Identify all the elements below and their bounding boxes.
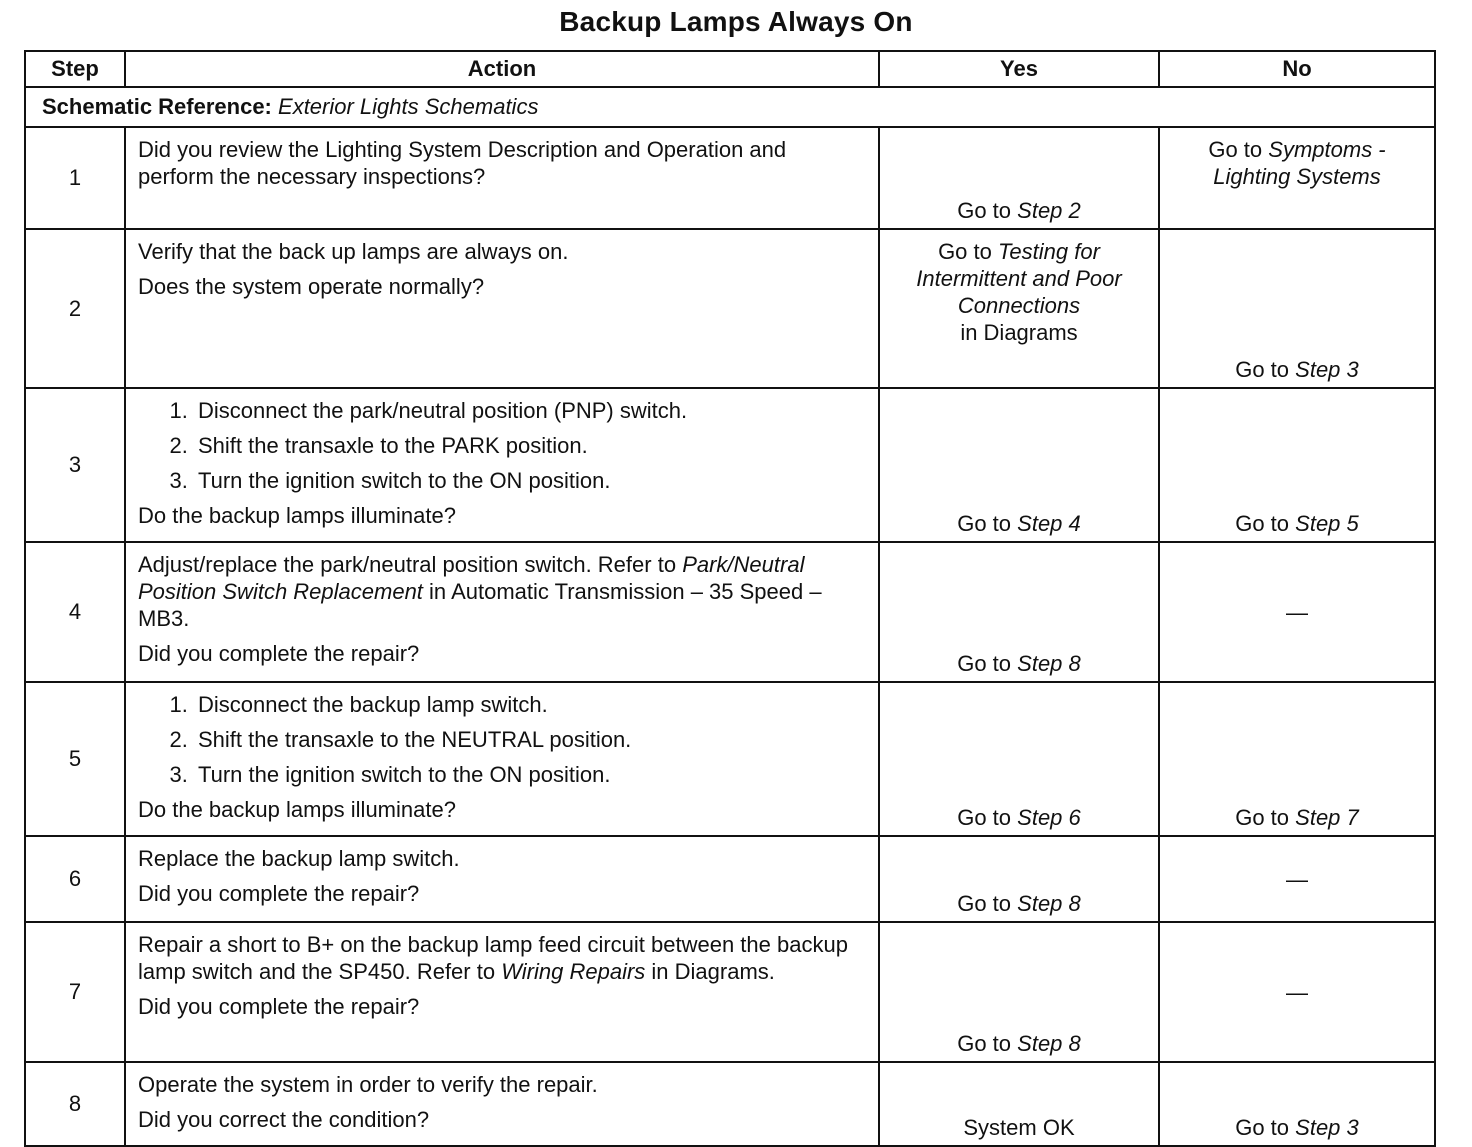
step-number: 6 (25, 836, 125, 922)
table-row (25, 1062, 1435, 1146)
table-row (25, 542, 1435, 682)
no-cell (1159, 836, 1435, 922)
action-cell (125, 682, 879, 836)
table-row (25, 127, 1435, 229)
action-list (138, 691, 868, 788)
diagnostic-table (24, 50, 1436, 1147)
step-number: 8 (25, 1062, 125, 1146)
step-number: 2 (25, 229, 125, 388)
yes-cell (879, 1062, 1159, 1146)
no-cell (1159, 388, 1435, 542)
action-text-end: in Automatic Transmission – 35 Speed – MB3. (138, 579, 822, 631)
no-cell (1159, 682, 1435, 836)
action-list-item: 3. Turn the ignition switch to the ON position. (194, 761, 868, 788)
action-list-item: 3. Turn the ignition switch to the ON position. (194, 467, 868, 494)
no-dash: — (1286, 979, 1308, 1005)
action-question: Does the system operate normally? (138, 274, 485, 299)
action-text-start: Repair a short to B+ on the backup lamp feed circuit between the backup lamp switch and the SP450. Refer to (138, 932, 848, 984)
action-reference-link[interactable]: Wiring Repairs (501, 959, 646, 984)
yes-link[interactable]: Step 4 (1017, 511, 1081, 536)
step-number: 3 (25, 388, 125, 542)
action-cell (125, 388, 879, 542)
yes-cell (879, 836, 1159, 922)
yes-result: System OK (963, 1115, 1075, 1140)
action-text (138, 931, 868, 985)
page-title: Backup Lamps Always On (559, 6, 913, 37)
header-step: Step (25, 51, 125, 87)
no-link[interactable]: Step 3 (1295, 1115, 1359, 1140)
action-text: Verify that the back up lamps are always on. (138, 239, 569, 264)
no-prefix: Go to (1235, 357, 1290, 382)
yes-cell (879, 229, 1159, 388)
action-text-end: in Diagrams. (651, 959, 775, 984)
schematic-reference-link[interactable]: Exterior Lights Schematics (278, 94, 539, 119)
action-question: Did you complete the repair? (138, 641, 420, 666)
yes-link[interactable]: Step 2 (1017, 198, 1081, 223)
no-link[interactable]: Step 5 (1295, 511, 1359, 536)
no-prefix: Go to (1235, 1115, 1290, 1140)
action-reference-link[interactable]: Park/Neutral Position Switch Replacement (138, 552, 805, 604)
table-row (25, 922, 1435, 1062)
header-yes: Yes (879, 51, 1159, 87)
no-link[interactable]: Symptoms - Lighting Systems (1213, 137, 1386, 189)
yes-link[interactable]: Step 8 (1017, 651, 1081, 676)
no-prefix: Go to (1235, 805, 1290, 830)
header-no: No (1159, 51, 1435, 87)
yes-prefix: Go to (957, 891, 1012, 916)
step-number: 1 (25, 127, 125, 229)
yes-link[interactable]: Step 6 (1017, 805, 1081, 830)
action-text-start: Adjust/replace the park/neutral position switch. Refer to (138, 552, 677, 577)
table-row (25, 682, 1435, 836)
yes-prefix: Go to (957, 805, 1012, 830)
yes-link[interactable]: Step 8 (1017, 891, 1081, 916)
yes-prefix: Go to (957, 511, 1012, 536)
no-dash: — (1286, 866, 1308, 892)
yes-suffix: in Diagrams (960, 320, 1078, 345)
yes-cell (879, 682, 1159, 836)
action-list (138, 397, 868, 494)
yes-cell (879, 388, 1159, 542)
yes-prefix: Go to (957, 651, 1012, 676)
yes-cell (879, 542, 1159, 682)
action-text: Did you review the Lighting System Description and Operation and perform the necessary inspections? (138, 137, 787, 189)
action-cell (125, 836, 879, 922)
table-row (25, 388, 1435, 542)
no-link[interactable]: Step 3 (1295, 357, 1359, 382)
yes-cell (879, 127, 1159, 229)
yes-prefix: Go to (938, 239, 992, 264)
action-list-item: 1. Disconnect the backup lamp switch. (194, 691, 868, 718)
no-dash: — (1286, 599, 1308, 625)
no-link[interactable]: Step 7 (1295, 805, 1359, 830)
step-number: 4 (25, 542, 125, 682)
no-cell (1159, 542, 1435, 682)
table-row (25, 836, 1435, 922)
action-cell (125, 1062, 879, 1146)
header-action: Action (125, 51, 879, 87)
step-number: 5 (25, 682, 125, 836)
header-row (25, 51, 1435, 87)
action-list-item: 1. Disconnect the park/neutral position (PNP) switch. (194, 397, 868, 424)
no-prefix: Go to (1208, 137, 1263, 162)
action-list-item: 2. Shift the transaxle to the NEUTRAL position. (194, 726, 868, 753)
yes-link[interactable]: Step 8 (1017, 1031, 1081, 1056)
no-cell (1159, 922, 1435, 1062)
yes-link[interactable]: Testing for Intermittent and Poor Connections (916, 239, 1122, 318)
schematic-reference-label: Schematic Reference: (42, 94, 272, 119)
action-cell (125, 922, 879, 1062)
action-question: Did you complete the repair? (138, 994, 420, 1019)
no-prefix: Go to (1235, 511, 1290, 536)
table-row (25, 229, 1435, 388)
schematic-reference (25, 87, 1435, 127)
schematic-reference-row (25, 87, 1435, 127)
action-list-item: 2. Shift the transaxle to the PARK position. (194, 432, 868, 459)
yes-cell (879, 922, 1159, 1062)
action-cell (125, 127, 879, 229)
action-question: Do the backup lamps illuminate? (138, 797, 456, 822)
action-text: Operate the system in order to verify the repair. (138, 1072, 598, 1097)
action-cell (125, 229, 879, 388)
action-question: Do the backup lamps illuminate? (138, 503, 456, 528)
action-question: Did you complete the repair? (138, 881, 420, 906)
step-number: 7 (25, 922, 125, 1062)
action-question: Did you correct the condition? (138, 1107, 430, 1132)
no-cell (1159, 229, 1435, 388)
no-cell (1159, 127, 1435, 229)
yes-prefix: Go to (957, 1031, 1012, 1056)
action-cell (125, 542, 879, 682)
no-cell (1159, 1062, 1435, 1146)
action-text (138, 551, 868, 632)
action-text: Replace the backup lamp switch. (138, 846, 460, 871)
yes-prefix: Go to (957, 198, 1012, 223)
